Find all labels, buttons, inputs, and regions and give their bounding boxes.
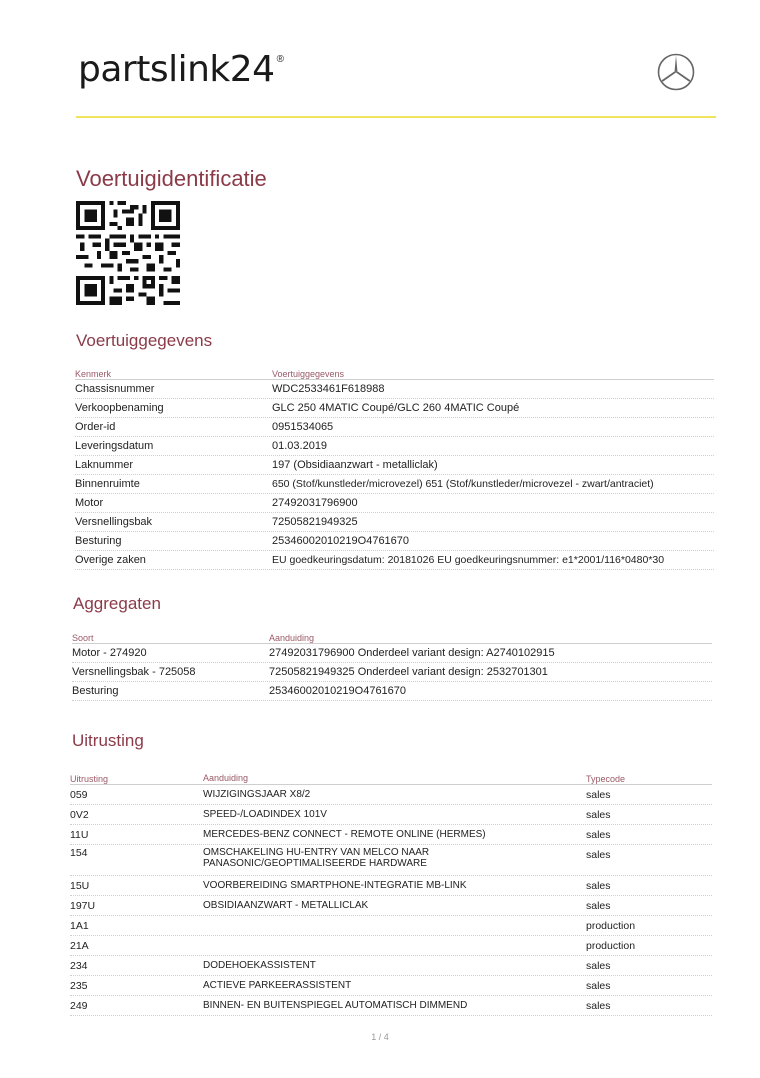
page-number: 1 / 4 (371, 1032, 389, 1042)
table-row (70, 785, 712, 805)
row-value: 01.03.2019 (272, 440, 328, 452)
row-label: Motor - 274920 (72, 647, 147, 659)
equipment-code: 197U (70, 899, 96, 912)
row-value: 0951534065 (272, 421, 334, 433)
equipment-code: 0V2 (70, 808, 89, 821)
row-label: Motor (75, 497, 104, 509)
row-label: Besturing (75, 535, 122, 547)
table-row (70, 805, 712, 825)
table-row (75, 494, 714, 513)
table-row (75, 437, 714, 456)
equipment-description (203, 847, 586, 869)
table-row (75, 399, 714, 418)
table-header (70, 766, 712, 785)
equipment-code: 059 (70, 788, 88, 801)
table-header (75, 364, 714, 380)
vehicle-data-table (75, 364, 714, 570)
table-row (70, 936, 712, 956)
table-row (70, 996, 712, 1016)
equipment-typecode: sales (586, 828, 611, 841)
equipment-code: 249 (70, 999, 88, 1012)
equipment-typecode: sales (586, 959, 611, 972)
table-row (70, 976, 712, 996)
row-value: WDC2533461F618988 (272, 383, 385, 395)
table-row (75, 513, 714, 532)
header-divider (76, 116, 716, 118)
column-header-soort: Soort (72, 633, 94, 643)
equipment-description: ACTIEVE PARKEERASSISTENT (203, 980, 352, 991)
table-row (75, 532, 714, 551)
table-row (75, 475, 714, 494)
row-label: Besturing (72, 685, 119, 697)
column-header-typecode: Typecode (586, 774, 626, 784)
row-label: Chassisnummer (75, 383, 155, 395)
table-row (70, 896, 712, 916)
row-label: Binnenruimte (75, 478, 140, 490)
table-row (75, 551, 714, 570)
column-header-uitrusting: Uitrusting (70, 774, 109, 784)
aggregates-table (72, 628, 712, 701)
equipment-code: 15U (70, 879, 90, 892)
row-value: 197 (Obsidiaanzwart - metalliclak) (272, 459, 438, 471)
row-label: Leveringsdatum (75, 440, 154, 452)
row-label: Verkoopbenaming (75, 402, 164, 414)
table-row (70, 876, 712, 896)
equipment-description: WIJZIGINGSJAAR X8/2 (203, 789, 311, 800)
equipment-description: SPEED-/LOADINDEX 101V (203, 809, 327, 820)
column-header-aanduiding: Aanduiding (203, 773, 249, 783)
equipment-description: OBSIDIAANZWART - METALLICLAK (203, 900, 369, 911)
table-row (70, 956, 712, 976)
row-value: 27492031796900 (272, 497, 358, 509)
row-label: Order-id (75, 421, 116, 433)
registered-mark: ® (276, 54, 284, 65)
row-value: GLC 250 4MATIC Coupé/GLC 260 4MATIC Coupé (272, 402, 520, 414)
row-label: Overige zaken (75, 554, 146, 566)
table-row (72, 644, 712, 663)
table-row (75, 456, 714, 475)
row-value: EU goedkeuringsdatum: 20181026 EU goedkeuringsnummer: e1*2001/116*0480*30 (272, 554, 665, 566)
brand-name: partslink24 (78, 49, 275, 90)
equipment-description-line1: OMSCHAKELING HU-ENTRY VAN MELCO NAAR (203, 847, 430, 858)
table-row (72, 663, 712, 682)
table-row (75, 380, 714, 399)
equipment-code: 154 (70, 847, 88, 859)
equipment-typecode: production (586, 919, 636, 932)
equipment-typecode: sales (586, 849, 611, 861)
equipment-typecode: sales (586, 979, 611, 992)
equipment-code: 1A1 (70, 919, 89, 932)
row-value: 25346002010219O4761670 (269, 685, 407, 697)
column-header-voertuiggegevens: Voertuiggegevens (272, 369, 345, 379)
equipment-typecode: sales (586, 879, 611, 892)
equipment-description: BINNEN- EN BUITENSPIEGEL AUTOMATISCH DIMMEND (203, 1000, 468, 1011)
equipment-typecode: sales (586, 788, 611, 801)
row-value: 27492031796900 Onderdeel variant design: A2740102915 (269, 647, 555, 659)
equipment-description-line2: PANASONIC/GEOPTIMALISEERDE HARDWARE (203, 858, 427, 869)
table-row (75, 418, 714, 437)
equipment-typecode: sales (586, 999, 611, 1012)
equipment-typecode: sales (586, 808, 611, 821)
table-row (72, 682, 712, 701)
equipment-typecode: production (586, 939, 636, 952)
equipment-description: VOORBEREIDING SMARTPHONE-INTEGRATIE MB-LINK (203, 880, 467, 891)
equipment-description: MERCEDES-BENZ CONNECT - REMOTE ONLINE (HERMES) (203, 829, 486, 840)
row-label: Versnellingsbak - 725058 (72, 666, 196, 678)
table-row (70, 845, 712, 876)
row-label: Laknummer (75, 459, 134, 471)
qr-code (76, 201, 180, 305)
equipment-code: 234 (70, 959, 88, 972)
equipment-code: 21A (70, 939, 89, 952)
table-row (70, 825, 712, 845)
row-value: 25346002010219O4761670 (272, 535, 410, 547)
row-value: 650 (Stof/kunstleder/microvezel) 651 (Stof/kunstleder/microvezel - zwart/antraciet) (272, 478, 654, 490)
equipment-code: 235 (70, 979, 88, 992)
column-header-aanduiding: Aanduiding (269, 633, 315, 643)
section-heading-aggregates: Aggregaten (73, 594, 161, 613)
section-heading-equipment: Uitrusting (72, 731, 144, 750)
equipment-code: 11U (70, 828, 89, 841)
row-value: 72505821949325 (272, 516, 358, 528)
row-value: 72505821949325 Onderdeel variant design: 2532701301 (269, 666, 548, 678)
equipment-table (70, 766, 712, 1016)
column-header-kenmerk: Kenmerk (75, 369, 112, 379)
table-row (70, 916, 712, 936)
page-title: Voertuigidentificatie (76, 166, 267, 191)
equipment-description: DODEHOEKASSISTENT (203, 960, 316, 971)
partslink24-logo (78, 50, 284, 96)
section-heading-vehicle: Voertuiggegevens (76, 331, 213, 350)
mercedes-star-icon (656, 52, 696, 92)
table-header (72, 628, 712, 644)
equipment-typecode: sales (586, 899, 611, 912)
row-label: Versnellingsbak (75, 516, 153, 528)
